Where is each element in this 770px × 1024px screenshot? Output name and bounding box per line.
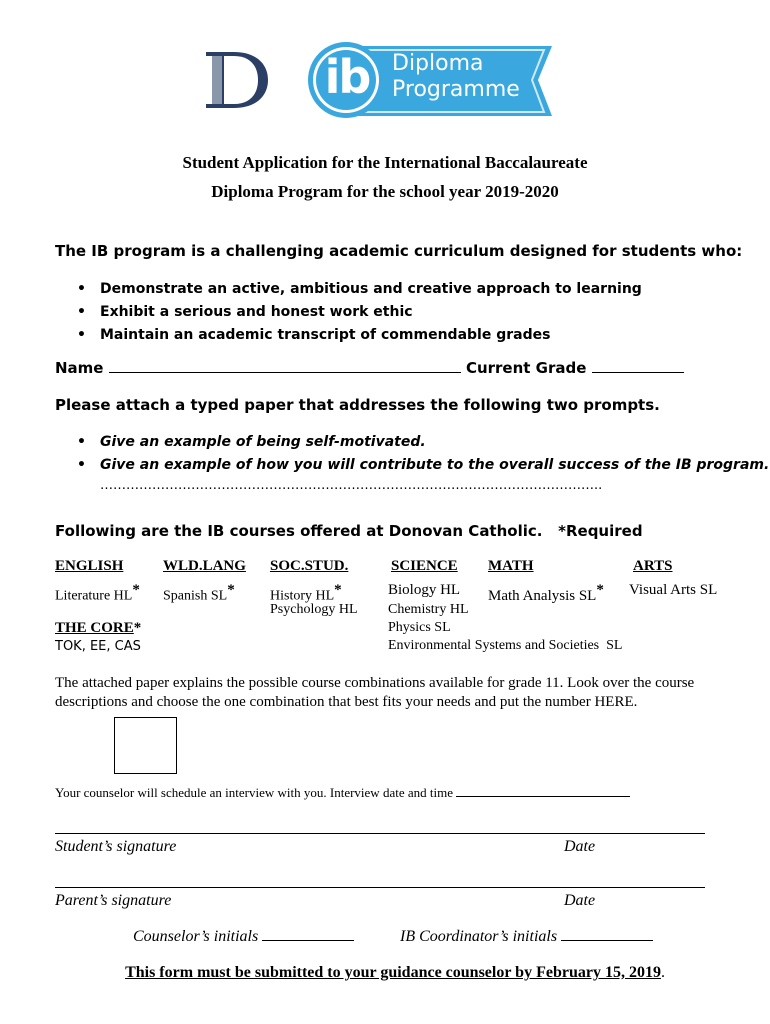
core-items: TOK, EE, CAS xyxy=(55,639,141,654)
student-date-label: Date xyxy=(564,838,596,855)
coordinator-initials-row xyxy=(400,928,653,946)
course-math-analysis xyxy=(488,582,604,605)
course-name: History HL xyxy=(270,588,335,604)
required-star: * xyxy=(596,582,604,598)
donovan-catholic-logo xyxy=(204,48,270,112)
english-header: ENGLISH xyxy=(55,558,124,574)
course-name: Spanish SL xyxy=(163,588,228,604)
dc-logo-graphic xyxy=(204,48,270,112)
combination-number-box[interactable] xyxy=(114,717,177,774)
socstud-header: SOC.STUD. xyxy=(270,558,349,574)
coordinator-initials-label: IB Coordinator’s initials xyxy=(400,928,558,945)
prompt-item: • Give an example of how you will contribute to the overall success of the IB program. xyxy=(55,455,769,478)
wldlang-header: WLD.LANG xyxy=(163,558,246,574)
ib-letters: ib xyxy=(324,50,370,104)
deadline-text: This form must be submitted to your guidance counselor by February 15, 2019 xyxy=(125,964,661,981)
prompts-heading: Please attach a typed paper that addresses the following two prompts. xyxy=(55,396,660,414)
course-psychology: Psychology HL xyxy=(270,602,358,617)
core-header xyxy=(55,620,141,637)
course-environmental: Environmental Systems and Societies SL xyxy=(388,638,623,653)
interview-date-line[interactable] xyxy=(456,796,630,797)
counselor-initials-row xyxy=(133,928,354,946)
ib-banner-line1: Diploma xyxy=(392,51,484,76)
ib-diploma-logo xyxy=(306,40,556,120)
course-biology: Biology HL xyxy=(388,582,461,598)
course-physics: Physics SL xyxy=(388,620,451,635)
intro-bullet: • Exhibit a serious and honest work ethic xyxy=(55,302,642,325)
course-name: Math Analysis SL xyxy=(488,588,597,604)
intro-heading: The IB program is a challenging academic curriculum designed for students who: xyxy=(55,242,743,260)
counselor-initials-line[interactable] xyxy=(262,940,354,941)
science-header: SCIENCE xyxy=(391,558,458,574)
prompts-list xyxy=(55,432,769,478)
parent-date-label: Date xyxy=(564,892,596,909)
current-grade-input-line[interactable] xyxy=(592,372,684,373)
intro-bullet: • Maintain an academic transcript of commendable grades xyxy=(55,325,642,348)
math-header: MATH xyxy=(488,558,534,574)
interview-text: Your counselor will schedule an interview with you. Interview date and time xyxy=(55,785,453,800)
required-star: * xyxy=(227,582,235,598)
course-name: Literature HL xyxy=(55,588,133,604)
parent-signature-line[interactable] xyxy=(55,887,705,888)
deadline-period: . xyxy=(660,964,665,981)
page-title-line1: Student Application for the International Baccalaureate xyxy=(182,153,588,172)
parent-signature-label: Parent’s signature xyxy=(55,892,172,909)
intro-bullet: • Demonstrate an active, ambitious and creative approach to learning xyxy=(55,279,642,302)
prompt-dots: …………………………………………………………………………………………………….. xyxy=(100,478,603,493)
course-literature xyxy=(55,582,140,605)
arts-header: ARTS xyxy=(633,558,673,574)
prompt-item: • Give an example of being self-motivated. xyxy=(55,432,769,455)
name-input-line[interactable] xyxy=(109,372,461,373)
courses-heading: Following are the IB courses offered at Donovan Catholic. *Required xyxy=(55,522,643,540)
deadline-notice xyxy=(0,964,770,982)
course-chemistry: Chemistry HL xyxy=(388,602,469,617)
current-grade-label: Current Grade xyxy=(465,359,587,377)
name-grade-row xyxy=(55,359,684,377)
core-header-text: THE CORE xyxy=(55,620,134,636)
required-star: * xyxy=(334,582,342,598)
counselor-initials-label: Counselor’s initials xyxy=(133,928,259,945)
coordinator-initials-line[interactable] xyxy=(561,940,653,941)
ib-banner-line2: Programme xyxy=(392,77,520,102)
student-signature-label: Student’s signature xyxy=(55,838,177,855)
intro-bullet-list xyxy=(55,279,642,348)
course-spanish xyxy=(163,582,235,605)
core-star: * xyxy=(133,620,142,636)
student-signature-line[interactable] xyxy=(55,833,705,834)
course-visual-arts: Visual Arts SL xyxy=(629,582,718,598)
combination-text: The attached paper explains the possible course combinations available for grade 11. Look over the course descriptions and choose the one combination that best fits your needs and put the number HERE. xyxy=(55,675,695,710)
name-label: Name xyxy=(55,359,104,377)
required-star: * xyxy=(132,582,140,598)
interview-row xyxy=(55,785,630,801)
page-title-line2: Diploma Program for the school year 2019-2020 xyxy=(211,182,559,201)
